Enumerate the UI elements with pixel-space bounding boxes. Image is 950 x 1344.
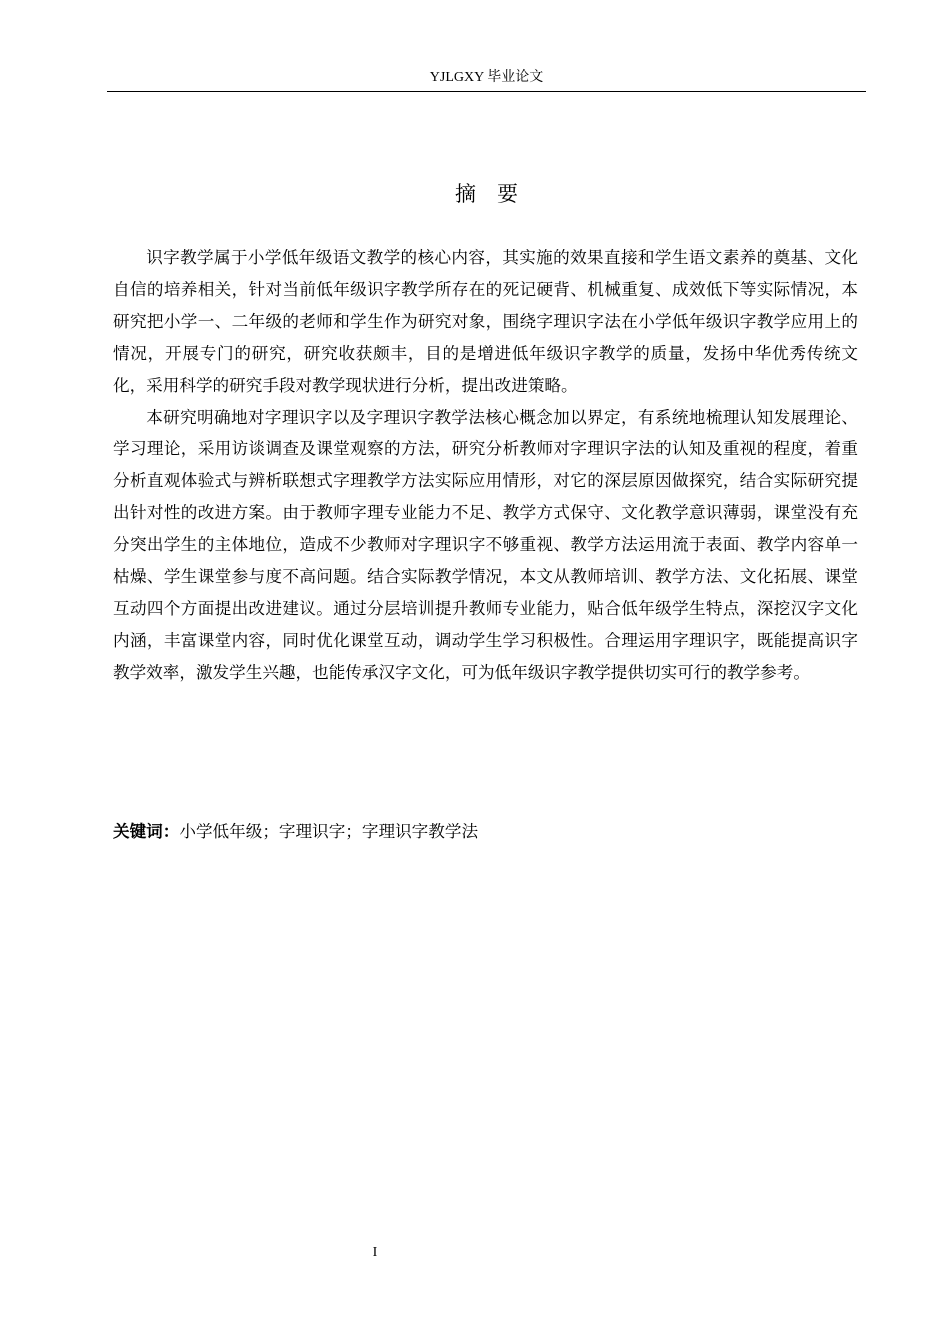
page-header — [107, 68, 866, 92]
header-text: YJLGXY 毕业论文 — [429, 70, 544, 85]
abstract-paragraph-2: 本研究明确地对字理识字以及字理识字教学法核心概念加以界定，有系统地梳理认知发展理论、学习理论，采用访谈调查及课堂观察的方法，研究分析教师对字理识字法的认知及重视的程度，着重分析直观体验式与辨析联想式字理教学方法实际应用情形，对它的深层原因做探究，结合实际研究提出针对性的改进方案。由于教师字理专业能力不足、教学方式保守、文化教学意识薄弱，课堂没有充分突出学生的主体地位，造成不少教师对字理识字不够重视、教学方法运用流于表面、教学内容单一枯燥、学生课堂参与度不高问题。结合实际教学情况，本文从教师培训、教学方法、文化拓展、课堂互动四个方面提出改进建议。通过分层培训提升教师专业能力，贴合低年级学生特点，深挖汉字文化内涵，丰富课堂内容，同时优化课堂互动，调动学生学习积极性。合理运用字理识字，既能提高识字教学效率，激发学生兴趣，也能传承汉字文化，可为低年级识字教学提供切实可行的教学参考。 — [113, 407, 858, 682]
keywords — [113, 816, 858, 848]
keywords-label: 关键词： — [113, 822, 180, 841]
abstract-title: 摘 要 — [455, 182, 518, 206]
abstract-body — [113, 242, 858, 689]
abstract-paragraph-1: 识字教学属于小学低年级语文教学的核心内容，其实施的效果直接和学生语文素养的奠基、文化自信的培养相关，针对当前低年级识字教学所存在的死记硬背、机械重复、成效低下等实际情况，本研究把小学一、二年级的老师和学生作为研究对象，围绕字理识字法在小学低年级识字教学应用上的情况，开展专门的研究，研究收获颇丰，目的是增进低年级识字教学的质量，发扬中华优秀传统文化，采用科学的研究手段对教学现状进行分析，提出改进策略。 — [113, 248, 858, 395]
page-number: I — [372, 1245, 378, 1260]
keywords-value: 小学低年级；字理识字；字理识字教学法 — [179, 822, 479, 841]
